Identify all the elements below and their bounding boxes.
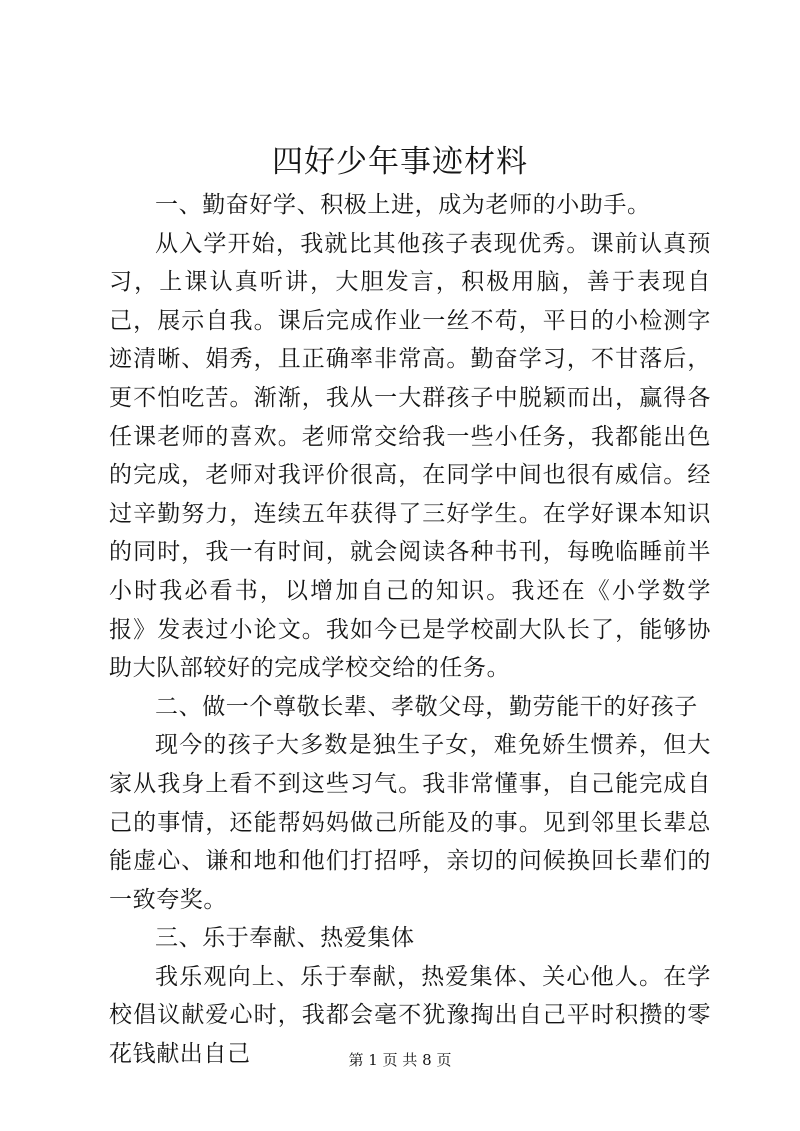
section-heading-3: 三、乐于奉献、热爱集体 <box>155 925 415 952</box>
page-footer: 第 1 页 共 8 页 <box>348 1051 452 1069</box>
section-heading-2: 二、做一个尊敬长辈、孝敬父母，勤劳能干的好孩子 <box>155 693 698 720</box>
body-paragraph-3: 我乐观向上、乐于奉献，热爱集体、关心他人。在学校倡议献爱心时，我都会毫不犹豫掏出自己平时积攒的零花钱献出自己 <box>109 963 711 1068</box>
body-paragraph-1: 从入学开始，我就比其他孩子表现优秀。课前认真预习，上课认真听讲，大胆发言，积极用脑，善于表现自己，展示自我。课后完成作业一丝不苟，平日的小检测字迹清晰、娟秀，且正确率非常高。勤奋学习，不甘落后，更不怕吃苦。渐渐，我从一大群孩子中脱颖而出，赢得各任课老师的喜欢。老师常交给我一些小任务，我都能出色的完成，老师对我评价很高，在同学中间也很有威信。经过辛勤努力，连续五年获得了三好学生。在学好课本知识的同时，我一有时间，就会阅读各种书刊，每晚临睡前半小时我必看书，以增加自己的知识。我还在《小学数学报》发表过小论文。我如今已是学校副大队长了，能够协助大队部较好的完成学校交给的任务。 <box>109 230 711 682</box>
document-title: 四好少年事迹材料 <box>272 144 528 180</box>
body-paragraph-2: 现今的孩子大多数是独生子女，难免娇生惯养，但大家从我身上看不到这些习气。我非常懂事，自己能完成自己的事情，还能帮妈妈做己所能及的事。见到邻里长辈总能虚心、谦和地和他们打招呼，亲切的问候换回长辈们的一致夸奖。 <box>109 732 711 913</box>
document-body <box>109 186 711 1074</box>
section-heading-1: 一、勤奋好学、积极上进，成为老师的小助手。 <box>155 192 651 218</box>
